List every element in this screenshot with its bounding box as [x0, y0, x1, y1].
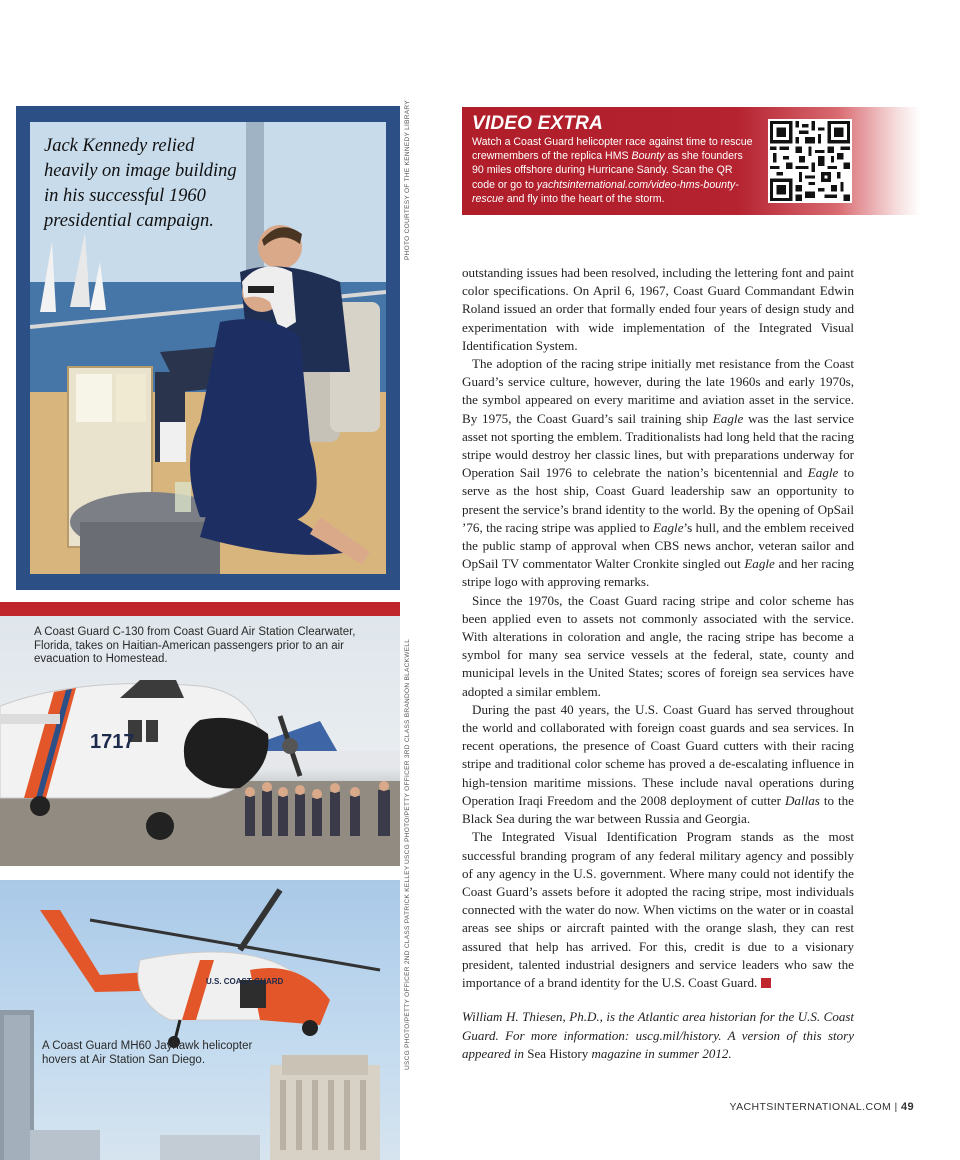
- video-text-part: Watch a Coast Guard helicopter race against time to rescue crewmembers of the replica HMS: [472, 136, 753, 163]
- ship-name: Bounty: [631, 150, 665, 163]
- qr-code[interactable]: [768, 119, 852, 203]
- photo-kennedy: [30, 122, 386, 574]
- video-url-link[interactable]: yachtsinternational.com/video-hms-bounty-rescue: [472, 178, 739, 205]
- bio-text: William H. Thiesen, Ph.D., is the Atlantic area historian for the U.S. Coast Guard. For more information: uscg.mil/history. A version of this story appeared in: [462, 1009, 854, 1061]
- end-mark-icon: [761, 978, 771, 988]
- text-span: ’s hull, and the emblem received the public stamp of approval when CBS news anchor, veteran sailor and OpSail TV commentator Walter Cronkite singled out: [462, 519, 854, 572]
- photo-caption-kennedy: Jack Kennedy relied heavily on image building in his successful 1960 presidential campaign.: [44, 136, 237, 231]
- article-paragraph: [462, 355, 854, 592]
- qr-code-icon: [770, 121, 850, 201]
- helicopter-illustration: [0, 880, 400, 1160]
- video-extra-text: [472, 135, 757, 206]
- photo-credit-text: USCG PHOTO/PETTY OFFICER 2ND CLASS PATRICK KELLEY: [404, 865, 411, 1070]
- ship-name: Eagle: [712, 410, 744, 426]
- text-span: The adoption of the racing stripe initially met resistance from the Coast Guard’s service culture, however, during the late 1960s and early 1970s, the symbol appeared on every maritime and aviation asset in the service. By 1975, the Coast Guard’s sail training ship: [462, 356, 854, 426]
- helicopter-markings: U.S. COAST GUARD: [206, 977, 284, 986]
- photo-credit-text: PHOTO COURTESY OF THE KENNEDY LIBRARY: [404, 100, 411, 260]
- photo-credit-c130: [404, 616, 416, 866]
- photo-credit-text: USCG PHOTO/PETTY OFFICER 3RD CLASS BRANDON BLACKWELL: [404, 638, 411, 864]
- photo-caption-c130: A Coast Guard C-130 from Coast Guard Air Station Clearwater, Florida, takes on Haitian-American passengers prior to an air evacuation to Homestead.: [34, 626, 356, 665]
- article-body: [462, 264, 854, 992]
- photo-c130: [0, 616, 400, 866]
- page-number: 49: [900, 1101, 914, 1113]
- magazine-name: Sea History: [527, 1046, 589, 1061]
- article-paragraph: [462, 701, 854, 828]
- text-span: was the last service asset not sporting the emblem. Traditionalists had long held that the racing stripe would destroy her classic lines, but with preparations underway for Operation Sail 1976 to celebrate the nation’s bicentennial and: [462, 410, 854, 481]
- text-span: to the Black Sea during the war between Russia and Georgia.: [462, 792, 854, 827]
- ship-name: Dallas: [784, 792, 820, 808]
- bio-text: magazine in summer 2012.: [588, 1046, 732, 1061]
- photo-helicopter: [0, 880, 400, 1160]
- article-paragraph: [462, 828, 854, 992]
- photo-caption-helicopter: A Coast Guard MH60 Jayhawk helicopter hovers at Air Station San Diego.: [42, 1040, 253, 1066]
- section-accent-bar: [0, 602, 400, 616]
- ship-name: Eagle: [744, 556, 775, 572]
- text-span: The Integrated Visual Identification Program stands as the most successful branding program of any federal military agency and possibly of any agency in the U.S. government. Where many could not identify the Coast Guard’s assets before it adopted the racing stripe, most individuals connected with the water do now. When victims on the water or in coastal areas see ships or aircraft painted with the orange slash, they can rest assured that help has arrived. For this, credit is due to a visionary president, talented industrial designers and service leaders who saw the importance of a brand identity for the U.S. Coast Guard.: [462, 829, 854, 990]
- footer-site[interactable]: YACHTSINTERNATIONAL.COM: [729, 1101, 892, 1113]
- ship-name: Eagle: [652, 519, 684, 535]
- text-span: and her racing stripe logo with approving remarks.: [462, 556, 854, 590]
- footer-separator: |: [894, 1101, 898, 1113]
- text-span: to serve as the host ship, Coast Guard leadership saw an opportunity to present the service’s brand identity to the world. By the opening of OpSail ’76, the racing stripe was applied to: [462, 465, 854, 535]
- video-extra-box: [462, 107, 920, 215]
- photo-credit-kennedy: [404, 100, 416, 265]
- photo-credit-helicopter: [404, 865, 416, 1080]
- aircraft-number: 1717: [90, 731, 135, 753]
- text-span: During the past 40 years, the U.S. Coast Guard has served throughout the world and collaborated with foreign coast guards and sea services. In recent operations, the presence of Coast Guard cutters with their racing stripe and traditional color scheme has proved a de-escalating influence in high-tension maritime missions. These include naval operations during Operation Iraqi Freedom and the 2008 deployment of cutter: [462, 701, 854, 808]
- video-extra-title: VIDEO EXTRA: [472, 113, 603, 134]
- article-paragraph: Since the 1970s, the Coast Guard racing stripe and color scheme has been applied even to assets not commonly associated with the service. With alterations in coloration and angle, the racing stripe has become a symbol for many sea service vessels at the federal, state, county and municipal levels in the United States; scores of foreign sea services have adopted a similar emblem.: [462, 592, 854, 699]
- ship-name: Eagle: [807, 465, 839, 481]
- author-bio: [462, 1008, 854, 1064]
- page-footer: [730, 1101, 915, 1113]
- article-paragraph: outstanding issues had been resolved, including the lettering font and paint color specifications. On April 6, 1967, Coast Guard Commandant Edwin Roland issued an order that formally ended four years of design study and experimentation with wide implementation of the Integrated Visual Identification System.: [462, 265, 854, 353]
- video-text-part: and fly into the heart of the storm.: [503, 192, 665, 205]
- video-text-part: as she founders 90 miles offshore during Hurricane Sandy. Scan the QR code or go to: [472, 150, 743, 191]
